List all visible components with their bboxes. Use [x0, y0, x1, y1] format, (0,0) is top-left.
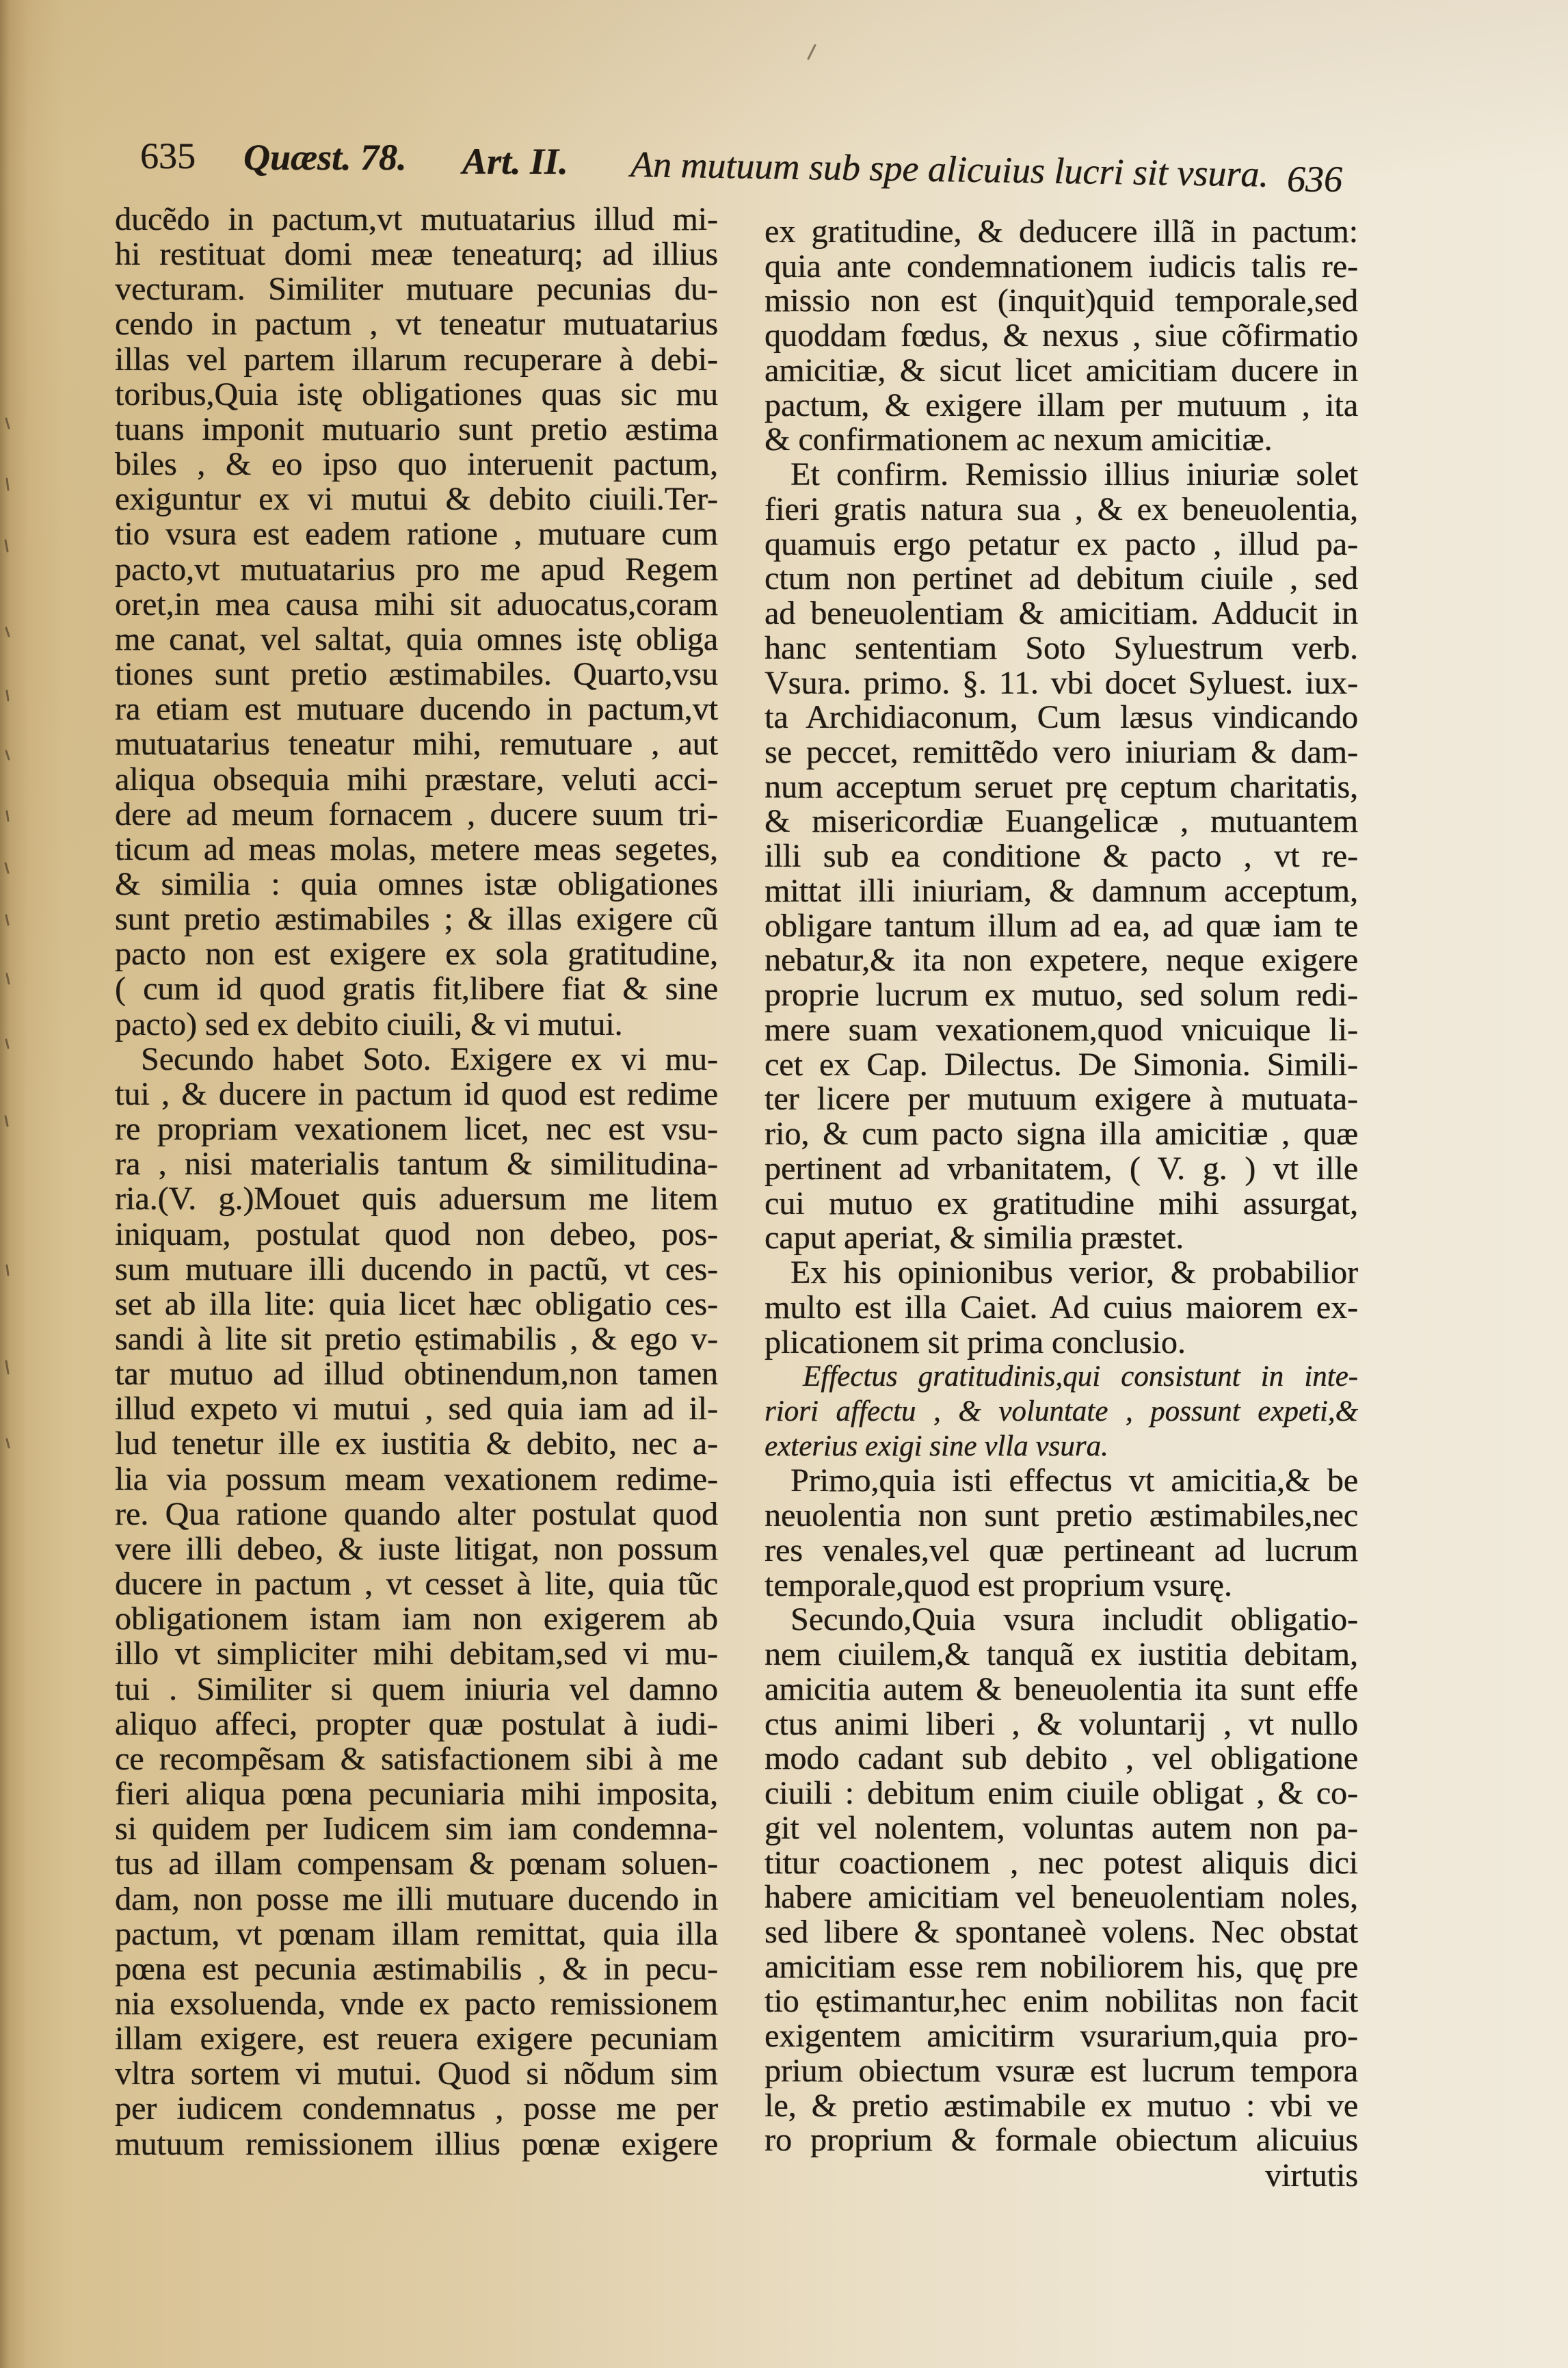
text-line: lia via possum meam vexationem redime- — [115, 1460, 718, 1497]
text-line: pacto,vt mutuatarius pro me apud Regem — [115, 551, 718, 588]
page-number-left: 635 — [140, 135, 196, 176]
text-line: cendo in pactum , vt teneatur mutuatarius — [115, 306, 718, 343]
text-line: mittat illi iniuriam, & damnum acceptum, — [765, 872, 1358, 909]
text-line: nem ciuilem,& tanquã ex iustitia debitam, — [765, 1636, 1358, 1673]
catchword: virtutis — [1264, 2157, 1358, 2194]
running-head-article: Art. II. — [462, 141, 568, 182]
text-line: exiguntur ex vi mutui & debito ciuili.Ter- — [115, 481, 718, 518]
text-line: num acceptum seruet prę ceptum charitatis, — [765, 768, 1358, 805]
text-line: ra etiam est mutuare ducendo in pactum,vt — [115, 691, 718, 728]
left-text-column — [115, 202, 718, 2161]
text-line: pacto) sed ex debito ciuili, & vi mutui. — [115, 1005, 623, 1042]
text-line: ter licere per mutuum exigere à mutuata- — [765, 1081, 1358, 1118]
text-line: illo vt simpliciter mihi debitam,sed vi mu- — [115, 1635, 718, 1672]
text-line: tiones sunt pretio æstimabiles. Quarto,vsu — [115, 656, 718, 693]
text-line: multo est illa Caiet. Ad cuius maiorem ex- — [765, 1289, 1358, 1326]
text-line: tuans imponit mutuario sunt pretio æstima — [115, 410, 718, 447]
text-line: lud tenetur ille ex iustitia & debito, nec a- — [115, 1425, 718, 1462]
text-line: quoddam fœdus, & nexus , siue cõfirmatio — [765, 317, 1358, 354]
text-line: ctus animi liberi , & voluntarij , vt nullo — [765, 1705, 1358, 1742]
text-line: per iudicem condemnatus , posse me per — [115, 2090, 718, 2127]
text-line: plicationem sit prima conclusio. — [765, 1324, 1186, 1360]
text-line: ro proprium & formale obiectum alicuius — [765, 2122, 1358, 2159]
text-line: caput aperiat, & similia præstet. — [765, 1220, 1184, 1257]
text-line: ad beneuolentiam & amicitiam. Adducit in — [765, 595, 1358, 632]
text-line: Secundo,Quia vsura includit obligatio- — [790, 1601, 1358, 1638]
text-line: fieri gratis natura sua , & ex beneuolentia, — [765, 490, 1358, 527]
text-line: & misericordiæ Euangelicæ , mutuantem — [765, 803, 1358, 840]
right-text-column — [765, 215, 1358, 2158]
text-line: illam exigere, est reuera exigere pecuniam — [115, 2021, 718, 2057]
text-line: illas vel partem illarum recuperare à debi- — [115, 341, 718, 378]
text-line: missio non est (inquit)quid temporale,sed — [765, 282, 1358, 319]
text-line: le, & pretio æstimabile ex mutuo : vbi ve — [765, 2087, 1358, 2124]
text-line: res venales,vel quæ pertineant ad lucrum — [765, 1531, 1358, 1568]
text-line: mere suam vexationem,quod vnicuique li- — [765, 1011, 1358, 1048]
paragraph — [765, 1603, 1358, 2158]
text-line: modo cadant sub debito , vel obligatione — [765, 1740, 1358, 1777]
text-line: illud expeto vi mutui , sed quia iam ad il- — [115, 1391, 718, 1428]
text-line: mutuum remissionem illius pœnæ exigere — [115, 2125, 718, 2162]
text-line: se peccet, remittẽdo vero iniuriam & dam- — [765, 734, 1358, 771]
text-line: & similia : quia omnes istæ obligationes — [115, 865, 718, 902]
text-line: obligare tantum illum ad ea, ad quæ iam te — [765, 907, 1358, 944]
text-line: vecturam. Similiter mutuare pecunias du- — [115, 271, 718, 308]
text-line: illi sub ea conditione & pacto , vt re- — [765, 838, 1358, 875]
text-line: amicitiæ, & sicut licet amicitiam ducere in — [765, 352, 1358, 389]
text-line: & confirmationem ac nexum amicitiæ. — [765, 421, 1273, 458]
text-line: rio, & cum pacto signa illa amicitiæ , quæ — [765, 1116, 1358, 1153]
text-line: toribus,Quia istę obligationes quas sic mu — [115, 376, 718, 412]
text-line: biles , & eo ipso quo interuenit pactum, — [115, 446, 718, 483]
text-line: Primo,quia isti effectus vt amicitia,& be — [790, 1462, 1358, 1499]
text-line: ciuili : debitum enim ciuile obligat , & co- — [765, 1775, 1358, 1812]
text-line: titur coactionem , nec potest aliquis dici — [765, 1844, 1358, 1881]
text-line: Et confirm. Remissio illius iniuriæ solet — [790, 456, 1358, 493]
text-line: oret,in mea causa mihi sit aduocatus,coram — [115, 586, 718, 622]
text-line: Ex his opinionibus verior, & probabilior — [790, 1254, 1358, 1291]
text-line: pactum, & exigere illam per mutuum , ita — [765, 386, 1358, 423]
text-line: tus ad illam compensam & pœnam soluen- — [115, 1845, 718, 1882]
running-head-question: Quæst. 78. — [243, 137, 407, 178]
text-line: re propriam vexationem licet, nec est vsu- — [115, 1111, 718, 1148]
text-line: Vsura. primo. §. 11. vbi docet Syluest. iux- — [765, 664, 1358, 701]
text-line: vere illi debeo, & iuste litigat, non possum — [115, 1530, 718, 1567]
paragraph — [115, 1042, 718, 2161]
text-line: fieri aliqua pœna pecuniaria mihi imposita, — [115, 1776, 718, 1813]
text-line: iniquam, postulat quod non debeo, pos- — [115, 1215, 718, 1252]
text-line: git vel nolentem, voluntas autem non pa- — [765, 1809, 1358, 1846]
text-line: ex gratitudine, & deducere illã in pactum: — [765, 213, 1358, 250]
emphasized-paragraph — [765, 1360, 1358, 1464]
text-line: dere ad meum fornacem , ducere suum tri- — [115, 795, 718, 832]
text-line: amicitia autem & beneuolentia ita sunt effe — [765, 1670, 1358, 1707]
text-line: ria.(V. g.)Mouet quis aduersum me litem — [115, 1181, 718, 1218]
text-line: sed libere & spontaneè volens. Nec obstat — [765, 1913, 1358, 1950]
text-line: ducere in pactum , vt cesset à lite, quia tũc — [115, 1566, 718, 1603]
text-line: pertinent ad vrbanitatem, ( V. g. ) vt ille — [765, 1150, 1358, 1187]
text-line: Effectus gratitudinis,qui consistunt in inte- — [803, 1360, 1358, 1393]
text-line: quia ante condemnationem iudicis talis re- — [765, 248, 1358, 285]
text-line: sum mutuare illi ducendo in pactũ, vt ces- — [115, 1250, 718, 1287]
text-line: ce recompẽsam & satisfactionem sibi à me — [115, 1740, 718, 1777]
text-line: nia exsoluenda, vnde ex pacto remissionem — [115, 1985, 718, 2022]
page-number-right: 636 — [1287, 159, 1342, 200]
text-line: ctum non pertinet ad debitum ciuile , sed — [765, 560, 1358, 597]
paragraph — [765, 458, 1358, 1256]
running-head-title: An mutuum sub spe alicuius lucri sit vsura. — [630, 144, 1269, 195]
text-line: temporale,quod est proprium vsurę. — [765, 1566, 1232, 1603]
text-line: ra , nisi materialis tantum & similitudina- — [115, 1146, 718, 1183]
text-line: tui . Similiter si quem iniuria vel damno — [115, 1670, 718, 1707]
text-line: mutuatarius teneatur mihi, remutuare , aut — [115, 726, 718, 763]
text-line: nebatur,& ita non expetere, neque exigere — [765, 942, 1358, 979]
text-line: prium obiectum vsuræ est lucrum tempora — [765, 2052, 1358, 2089]
text-line: hi restituat domi meæ teneaturq; ad illius — [115, 236, 718, 273]
text-line: pacto non est exigere ex sola gratitudine, — [115, 936, 718, 973]
text-line: tar mutuo ad illud obtinendum,non tamen — [115, 1356, 718, 1393]
text-line: re. Qua ratione quando alter postulat quod — [115, 1495, 718, 1532]
text-line: sunt pretio æstimabiles ; & illas exigere cũ — [115, 901, 718, 938]
text-line: tui , & ducere in pactum id quod est redime — [115, 1075, 718, 1112]
text-line: neuolentia non sunt pretio æstimabiles,nec — [765, 1497, 1358, 1534]
paragraph — [765, 1256, 1358, 1360]
text-line: cet ex Cap. Dilectus. De Simonia. Simili- — [765, 1046, 1358, 1083]
text-line: amicitiam esse rem nobiliorem his, quę pre — [765, 1948, 1358, 1985]
paragraph — [765, 215, 1358, 458]
text-line: vltra sortem vi mutui. Quod si nõdum sim — [115, 2055, 718, 2092]
paragraph — [115, 202, 718, 1042]
text-line: sandi à lite sit pretio ęstimabilis , & ego v- — [115, 1321, 718, 1357]
text-line: exterius exigi sine vlla vsura. — [765, 1430, 1108, 1462]
text-line: pactum, vt pœnam illam remittat, quia illa — [115, 1915, 718, 1952]
text-line: riori affectu , & voluntate , possunt expeti,& — [765, 1395, 1358, 1428]
text-line: obligationem istam iam non exigerem ab — [115, 1601, 718, 1637]
text-line: pœna est pecunia æstimabilis , & in pecu- — [115, 1950, 718, 1987]
text-line: tio ęstimantur,hec enim nobilitas non facit — [765, 1983, 1358, 2020]
text-line: quamuis ergo petatur ex pacto , illud pa- — [765, 525, 1358, 562]
text-line: ta Archidiaconum, Cum læsus vindicando — [765, 699, 1358, 736]
text-line: ( cum id quod gratis fit,libere fiat & sine — [115, 971, 718, 1008]
text-line: cui mutuo ex gratitudine mihi assurgat, — [765, 1185, 1358, 1222]
paragraph — [765, 1464, 1358, 1603]
text-line: me canat, vel saltat, quia omnes istę obliga — [115, 620, 718, 657]
text-line: aliquo affeci, propter quæ postulat à iudi- — [115, 1705, 718, 1742]
text-line: si quidem per Iudicem sim iam condemna- — [115, 1811, 718, 1847]
text-line: ticum ad meas molas, metere meas segetes, — [115, 830, 718, 867]
text-line: exigentem amicitirm vsurarium,quia pro- — [765, 2018, 1358, 2055]
text-line: habere amicitiam vel beneuolentiam noles, — [765, 1879, 1358, 1916]
text-line: proprie lucrum ex mutuo, sed solum redi- — [765, 977, 1358, 1014]
text-line: dam, non posse me illi mutuare ducendo in — [115, 1880, 718, 1917]
text-line: hanc sententiam Soto Syluestrum verb. — [765, 629, 1358, 666]
text-line: tio vsura est eadem ratione , mutuare cum — [115, 516, 718, 553]
text-line: set ab illa lite: quia licet hæc obligatio ces- — [115, 1285, 718, 1322]
text-line: Secundo habet Soto. Exigere ex vi mu- — [141, 1040, 718, 1077]
text-line: ducẽdo in pactum,vt mutuatarius illud mi- — [115, 201, 718, 237]
text-line: aliqua obsequia mihi præstare, veluti acci- — [115, 761, 718, 798]
